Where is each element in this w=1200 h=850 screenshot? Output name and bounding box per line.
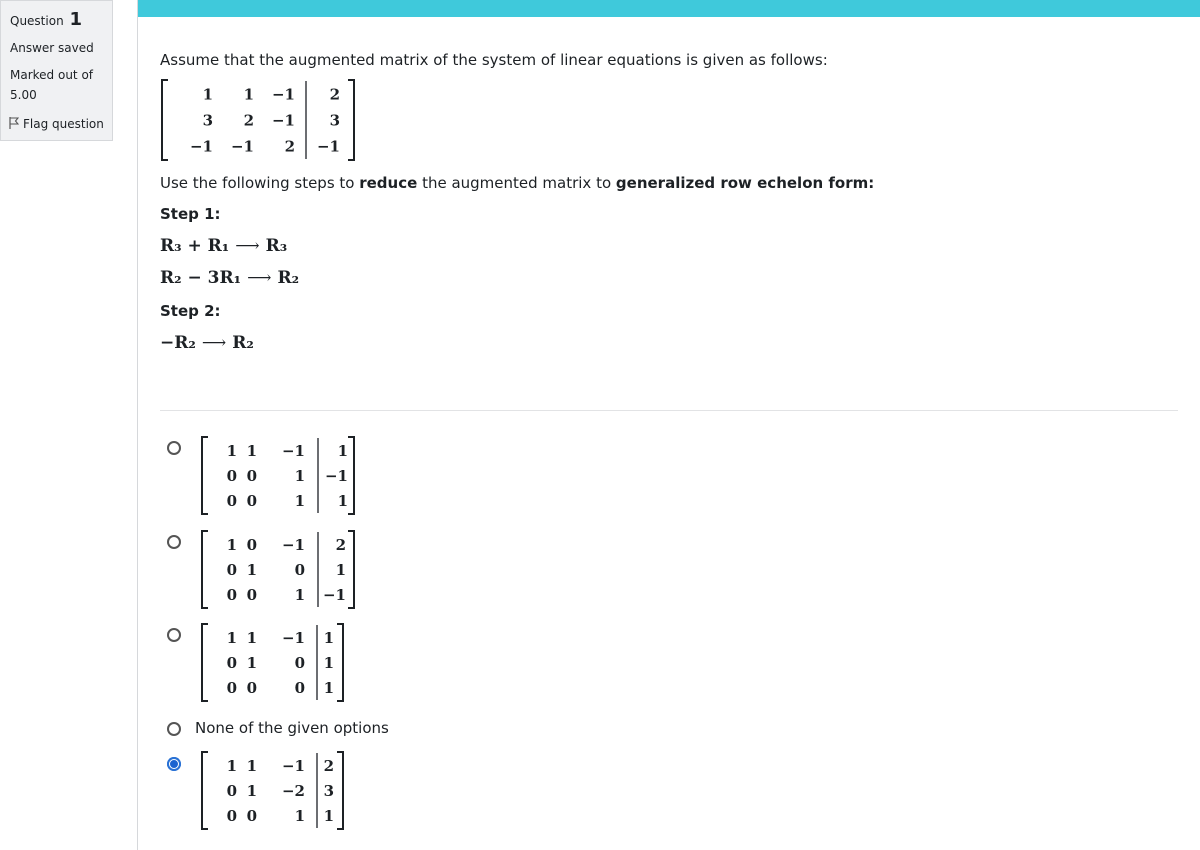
matrix-cell: 2 [335, 536, 346, 554]
matrix-cell: 0 [226, 782, 237, 800]
matrix-cell: −1 [281, 629, 305, 647]
matrix-cell: 0 [294, 561, 305, 579]
right-bracket [337, 752, 343, 829]
matrix-svg [200, 436, 356, 515]
top-accent-bar [138, 0, 1200, 17]
matrix-cell: 1 [246, 757, 257, 775]
matrix-cell: 1 [337, 442, 348, 460]
left-bracket [202, 624, 208, 701]
left-bracket [202, 437, 208, 514]
matrix-cell: 0 [294, 679, 305, 697]
option-radio-3[interactable] [167, 628, 181, 642]
matrix-cell: 1 [202, 85, 213, 104]
matrix-cell: 1 [335, 561, 346, 579]
matrix-cell: 1 [337, 492, 348, 510]
op-lhs: R₂ − 3R₁ [160, 268, 242, 288]
matrix-cell: 3 [329, 111, 340, 130]
matrix-cell: −1 [281, 442, 305, 460]
left-bracket [202, 531, 208, 608]
matrix-cell: −1 [230, 137, 254, 156]
op-rhs: R₂ [277, 268, 300, 288]
question-info-panel [0, 0, 113, 141]
matrix-cell: 1 [226, 629, 237, 647]
matrix-cell: 1 [226, 757, 237, 775]
grade-label: Marked out of [10, 68, 94, 82]
right-bracket [337, 624, 343, 701]
matrix-cell: 2 [329, 85, 340, 104]
matrix-cell: 3 [323, 782, 334, 800]
matrix-cell: 2 [323, 757, 334, 775]
arrow-icon: ⟶ [247, 268, 272, 288]
flag-icon [9, 117, 19, 129]
matrix-cell: 0 [246, 807, 257, 825]
matrix-cell: 1 [294, 492, 305, 510]
matrix-cell: 1 [226, 536, 237, 554]
question-content [137, 0, 1200, 850]
matrix-cell: 0 [226, 492, 237, 510]
right-bracket [348, 437, 354, 514]
option-matrix-2 [200, 530, 356, 609]
matrix-svg [200, 623, 345, 702]
matrix-cell: 0 [246, 679, 257, 697]
grade-value: 5.00 [10, 88, 37, 102]
step1-label: Step 1: [160, 205, 221, 223]
matrix-cell: 0 [246, 536, 257, 554]
answer-divider [160, 410, 1178, 411]
op-lhs: R₃ + R₁ [160, 236, 230, 256]
right-bracket [348, 531, 354, 608]
option-radio-1[interactable] [167, 441, 181, 455]
option-matrix-5 [200, 751, 345, 830]
option-text-none: None of the given options [195, 719, 389, 737]
steps-intro-text-mid: the augmented matrix to [417, 174, 616, 192]
matrix-cell: −1 [324, 467, 348, 485]
steps-intro-bold-reduce: reduce [359, 174, 418, 192]
op-lhs: −R₂ [160, 333, 196, 353]
op-rhs: R₂ [232, 333, 254, 353]
matrix-cell: 0 [246, 492, 257, 510]
steps-intro-text: Use the following steps to [160, 174, 360, 192]
left-bracket [162, 80, 168, 160]
left-bracket [202, 752, 208, 829]
matrix-cell: 1 [246, 561, 257, 579]
matrix-cell: 1 [323, 654, 334, 672]
matrix-cell: 1 [323, 629, 334, 647]
arrow-icon: ⟶ [235, 236, 260, 256]
matrix-cell: 1 [246, 654, 257, 672]
matrix-cell: −1 [281, 536, 305, 554]
answer-state: Answer saved [10, 41, 94, 55]
matrix-cell: −2 [281, 782, 305, 800]
question-matrix [160, 79, 356, 161]
matrix-cell: 0 [226, 586, 237, 604]
step2-operation-1 [160, 333, 254, 353]
matrix-cell: 0 [226, 679, 237, 697]
matrix-cell: 0 [226, 561, 237, 579]
option-matrix-1 [200, 436, 356, 515]
matrix-cell: 0 [226, 807, 237, 825]
matrix-cell: 1 [323, 679, 334, 697]
matrix-cell: 0 [226, 467, 237, 485]
matrix-cell: −1 [271, 85, 295, 104]
matrix-cell: 2 [284, 137, 295, 156]
matrix-svg [200, 751, 345, 830]
matrix-cell: 1 [294, 807, 305, 825]
arrow-icon: ⟶ [201, 333, 227, 353]
matrix-cell: 0 [246, 467, 257, 485]
op-rhs: R₃ [265, 236, 288, 256]
option-radio-4[interactable] [167, 722, 181, 736]
question-label: Question [10, 14, 64, 28]
option-radio-2[interactable] [167, 535, 181, 549]
matrix-cell: 1 [226, 442, 237, 460]
matrix-svg [200, 530, 356, 609]
matrix-cell: 1 [294, 586, 305, 604]
matrix-cell: 1 [243, 85, 254, 104]
matrix-cell: 0 [246, 586, 257, 604]
matrix-cell: 1 [246, 629, 257, 647]
option-matrix-3 [200, 623, 345, 702]
matrix-cell: 1 [323, 807, 334, 825]
matrix-cell: 1 [246, 442, 257, 460]
matrix-cell: −1 [322, 586, 346, 604]
matrix-svg [160, 79, 356, 161]
option-radio-5[interactable] [167, 757, 181, 771]
flag-question-link[interactable] [9, 117, 104, 131]
right-bracket [348, 80, 354, 160]
matrix-cell: −1 [281, 757, 305, 775]
matrix-cell: 0 [226, 654, 237, 672]
matrix-cell: 2 [243, 111, 254, 130]
question-number [10, 9, 82, 30]
matrix-cell: −1 [189, 137, 213, 156]
matrix-cell: 1 [294, 467, 305, 485]
flag-question-label: Flag question [23, 117, 104, 131]
matrix-cell: 0 [294, 654, 305, 672]
matrix-cell: −1 [271, 111, 295, 130]
matrix-cell: 3 [202, 111, 213, 130]
step1-operation-1 [160, 236, 287, 256]
step1-operation-2 [160, 268, 299, 288]
step2-label: Step 2: [160, 302, 221, 320]
question-prompt: Assume that the augmented matrix of the system of linear equations is given as follows: [160, 51, 828, 69]
steps-intro-bold-form: generalized row echelon form: [615, 174, 875, 192]
matrix-cell: 1 [246, 782, 257, 800]
question-number-value: 1 [69, 9, 83, 30]
steps-intro [160, 174, 874, 192]
matrix-cell: −1 [316, 137, 340, 156]
